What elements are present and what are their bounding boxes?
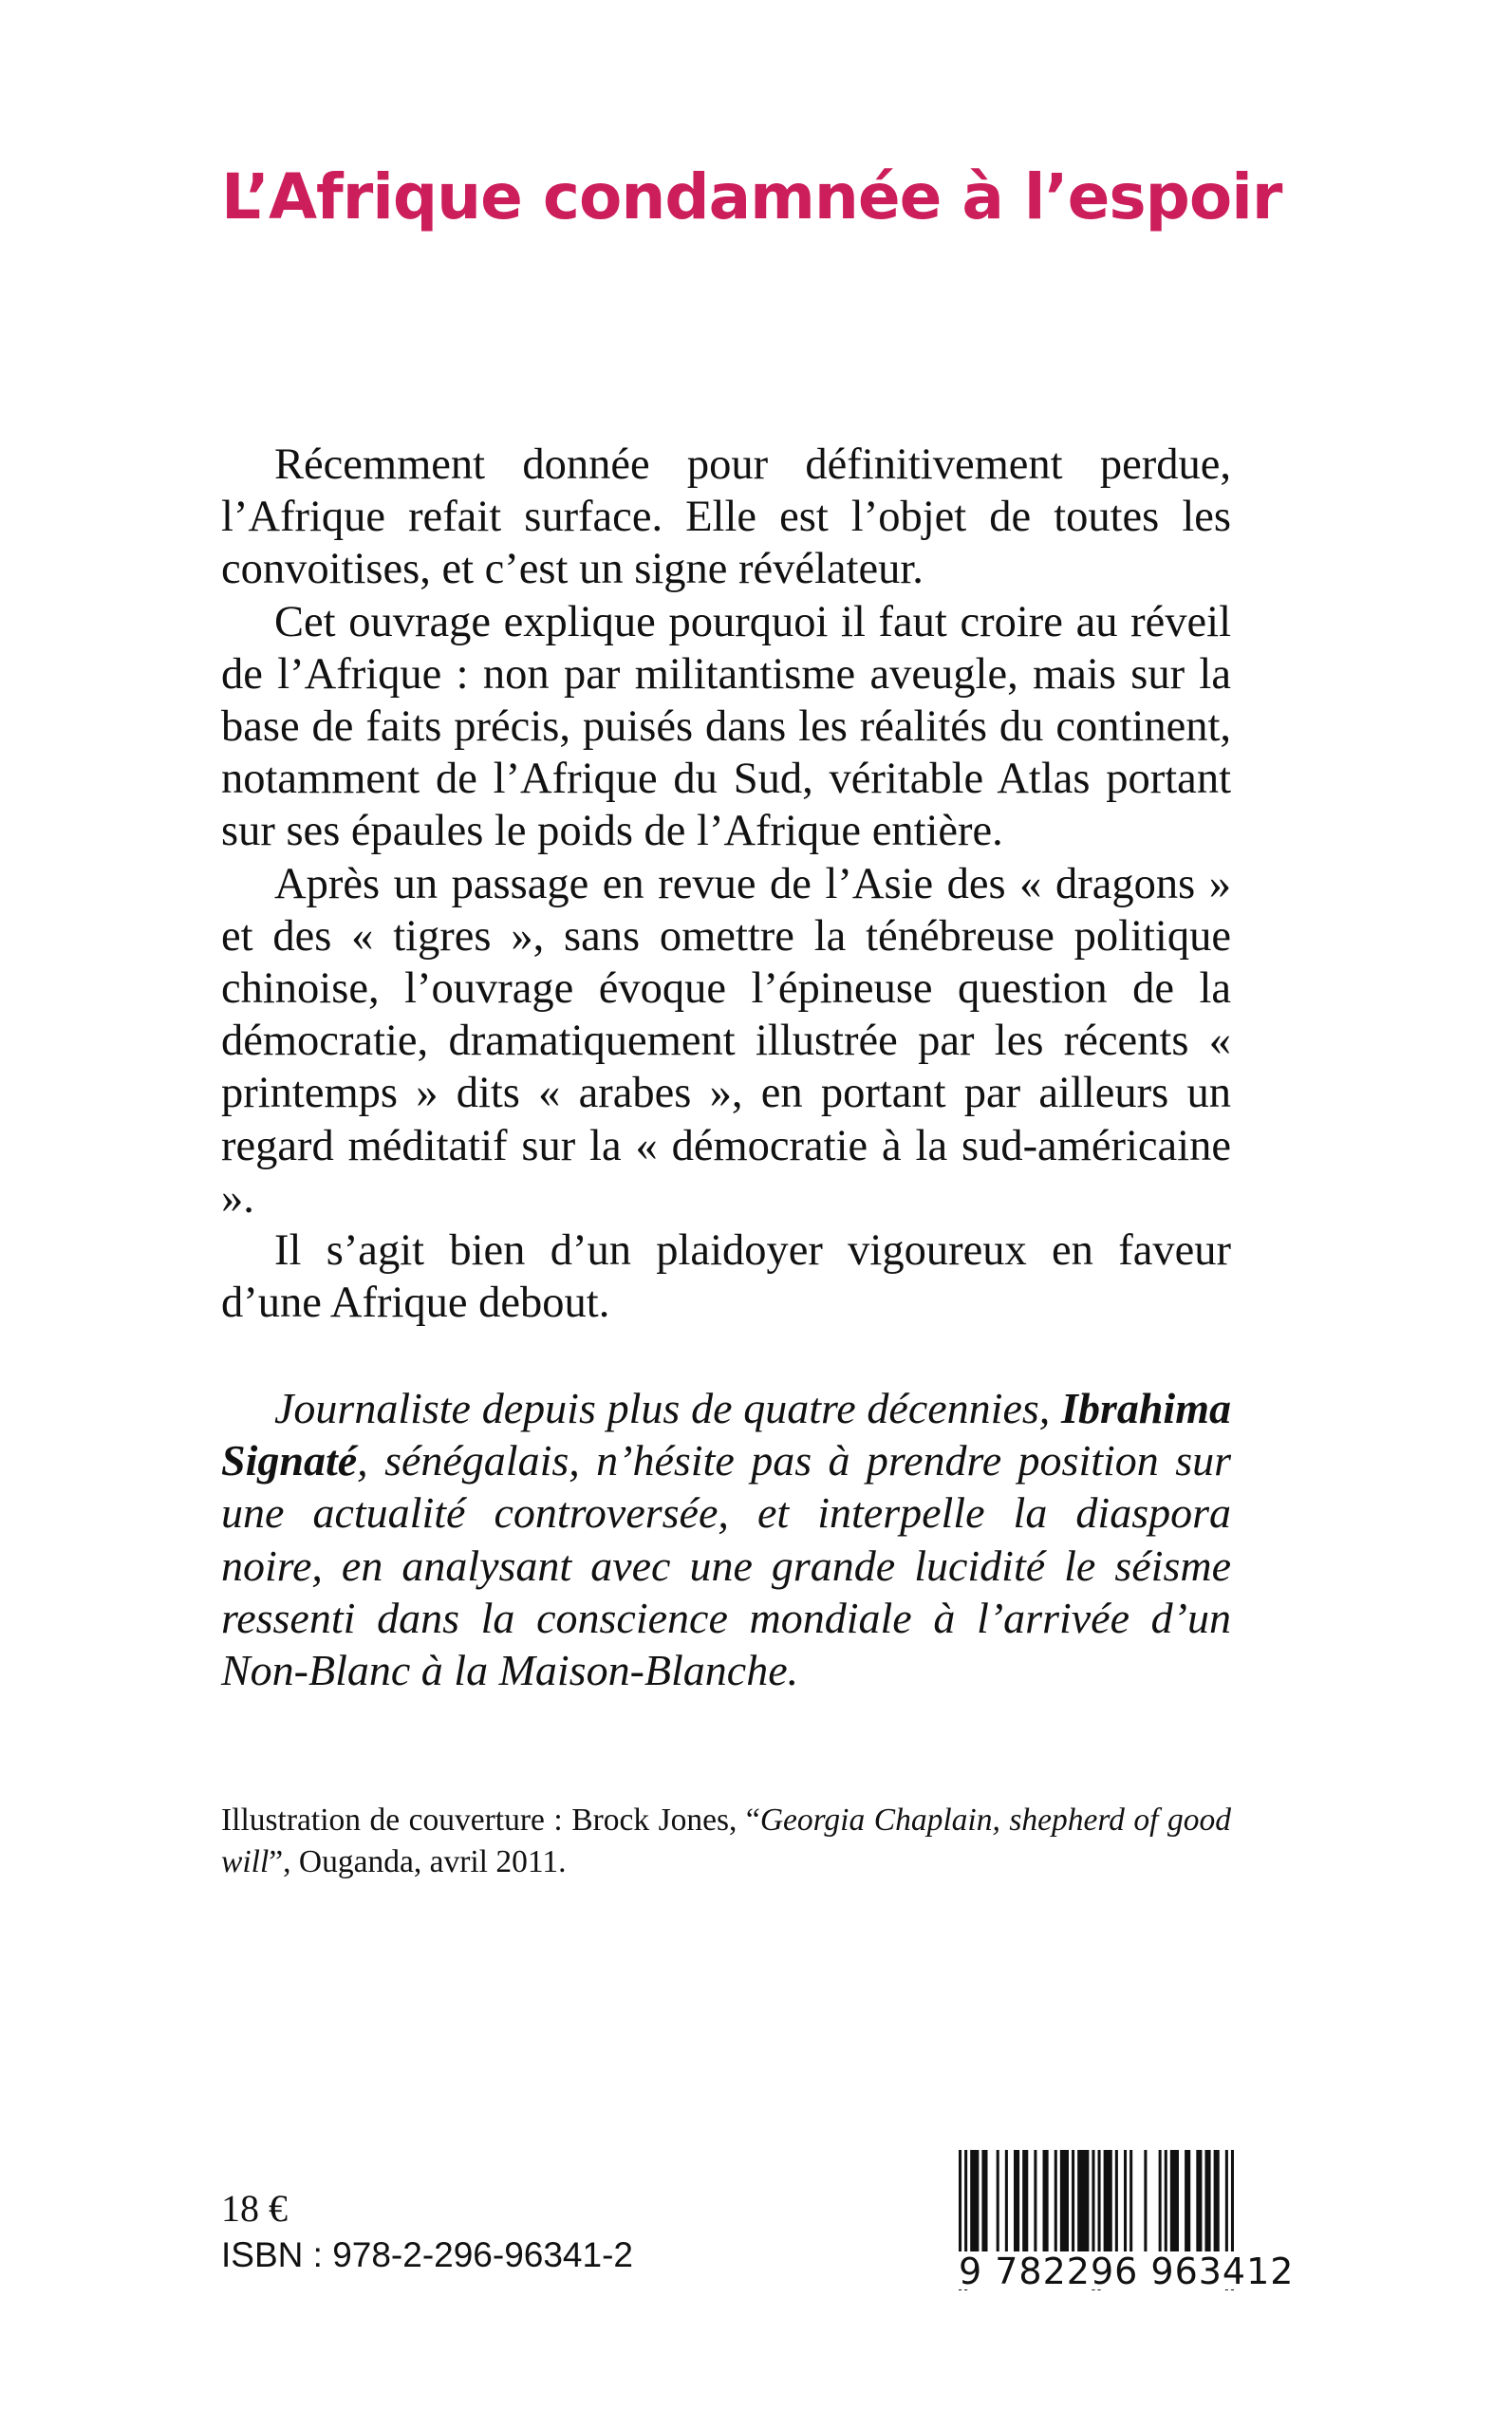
blurb-paragraph: Il s’agit bien d’un plaidoyer vigoureux en faveur d’une Afrique debout.	[221, 1226, 1231, 1328]
barcode-bar	[1159, 2150, 1162, 2254]
isbn: ISBN : 978-2-296-96341-2	[221, 2235, 633, 2274]
author-name: Ibrahima Signaté	[221, 1384, 1231, 1485]
barcode-bar	[1022, 2150, 1028, 2254]
barcode-bar	[1165, 2150, 1167, 2254]
blurb-paragraph: Récemment donnée pour définitivement perdue, l’Afrique refait surface. Elle est l’objet de toutes les convoitises, et c’est un signe révélateur.	[221, 440, 1231, 594]
barcode-bar	[1005, 2150, 1008, 2254]
barcode-bar	[1124, 2150, 1127, 2254]
author-bio	[221, 1382, 1231, 1696]
barcode-bar	[1144, 2150, 1147, 2254]
credit-prefix: Illustration de couverture : Brock Jones, “	[221, 1803, 760, 1838]
barcode-bar	[1196, 2150, 1202, 2254]
barcode-bar	[970, 2150, 979, 2254]
blurb-paragraph: Cet ouvrage explique pourquoi il faut croire au réveil de l’Afrique : non par militantisme aveugle, mais sur la base de faits précis, puisés dans les réalités du continent, notamment de l’Afrique du Sud, véritable Atlas portant sur ses épaules le poids de l’Afrique entière.	[221, 597, 1231, 856]
barcode-digits: 9 782296 963412	[959, 2251, 1295, 2292]
barcode-bar	[1072, 2150, 1074, 2254]
book-title: L’Afrique condamnée à l’espoir	[221, 160, 1282, 234]
price: 18 €	[221, 2187, 288, 2230]
barcode-bar	[1115, 2150, 1118, 2254]
barcode-bar	[1170, 2150, 1179, 2254]
barcode-bar	[1060, 2150, 1069, 2254]
barcode-bar	[981, 2150, 987, 2254]
barcode-bar	[1214, 2150, 1220, 2254]
barcode-bar	[1077, 2150, 1089, 2254]
author-bio-intro: Journaliste depuis plus de quatre décennies,	[274, 1384, 1062, 1432]
barcode-bar	[1104, 2150, 1112, 2254]
author-bio-rest: , sénégalais, n’hésite pas à prendre position sur une actualité controversée, et interpelle la diaspora noire, en analysant avec une grande lucidité le séisme ressenti dans la conscience mondiale à l’arrivée d’un Non-Blanc à la Maison-Blanche.	[221, 1436, 1231, 1695]
barcode-bar	[1204, 2150, 1210, 2254]
cover-illustration-credit	[221, 1800, 1231, 1883]
barcode-bar	[1129, 2150, 1132, 2254]
credit-suffix: ”, Ouganda, avril 2011.	[269, 1844, 567, 1879]
barcode-bar	[1043, 2150, 1049, 2254]
credit-work-title: Georgia Chaplain, shepherd of good will	[221, 1803, 1231, 1879]
barcode-bar	[1055, 2150, 1057, 2254]
barcode-bar	[997, 2150, 999, 2254]
blurb-paragraph: Après un passage en revue de l’Asie des « dragons » et des « tigres », sans omettre la ténébreuse politique chinoise, l’ouvrage évoque l’épineuse question de la démocratie, dramatiquement illustrée par les récents « printemps » dits « arabes », en portant par ailleurs un regard méditatif sur la « démocratie à la sud-américaine ».	[221, 859, 1231, 1223]
back-cover-blurb	[221, 439, 1231, 1329]
barcode-bar	[1014, 2150, 1019, 2254]
barcode-bar	[1034, 2150, 1036, 2254]
barcode-bar	[1185, 2150, 1190, 2254]
